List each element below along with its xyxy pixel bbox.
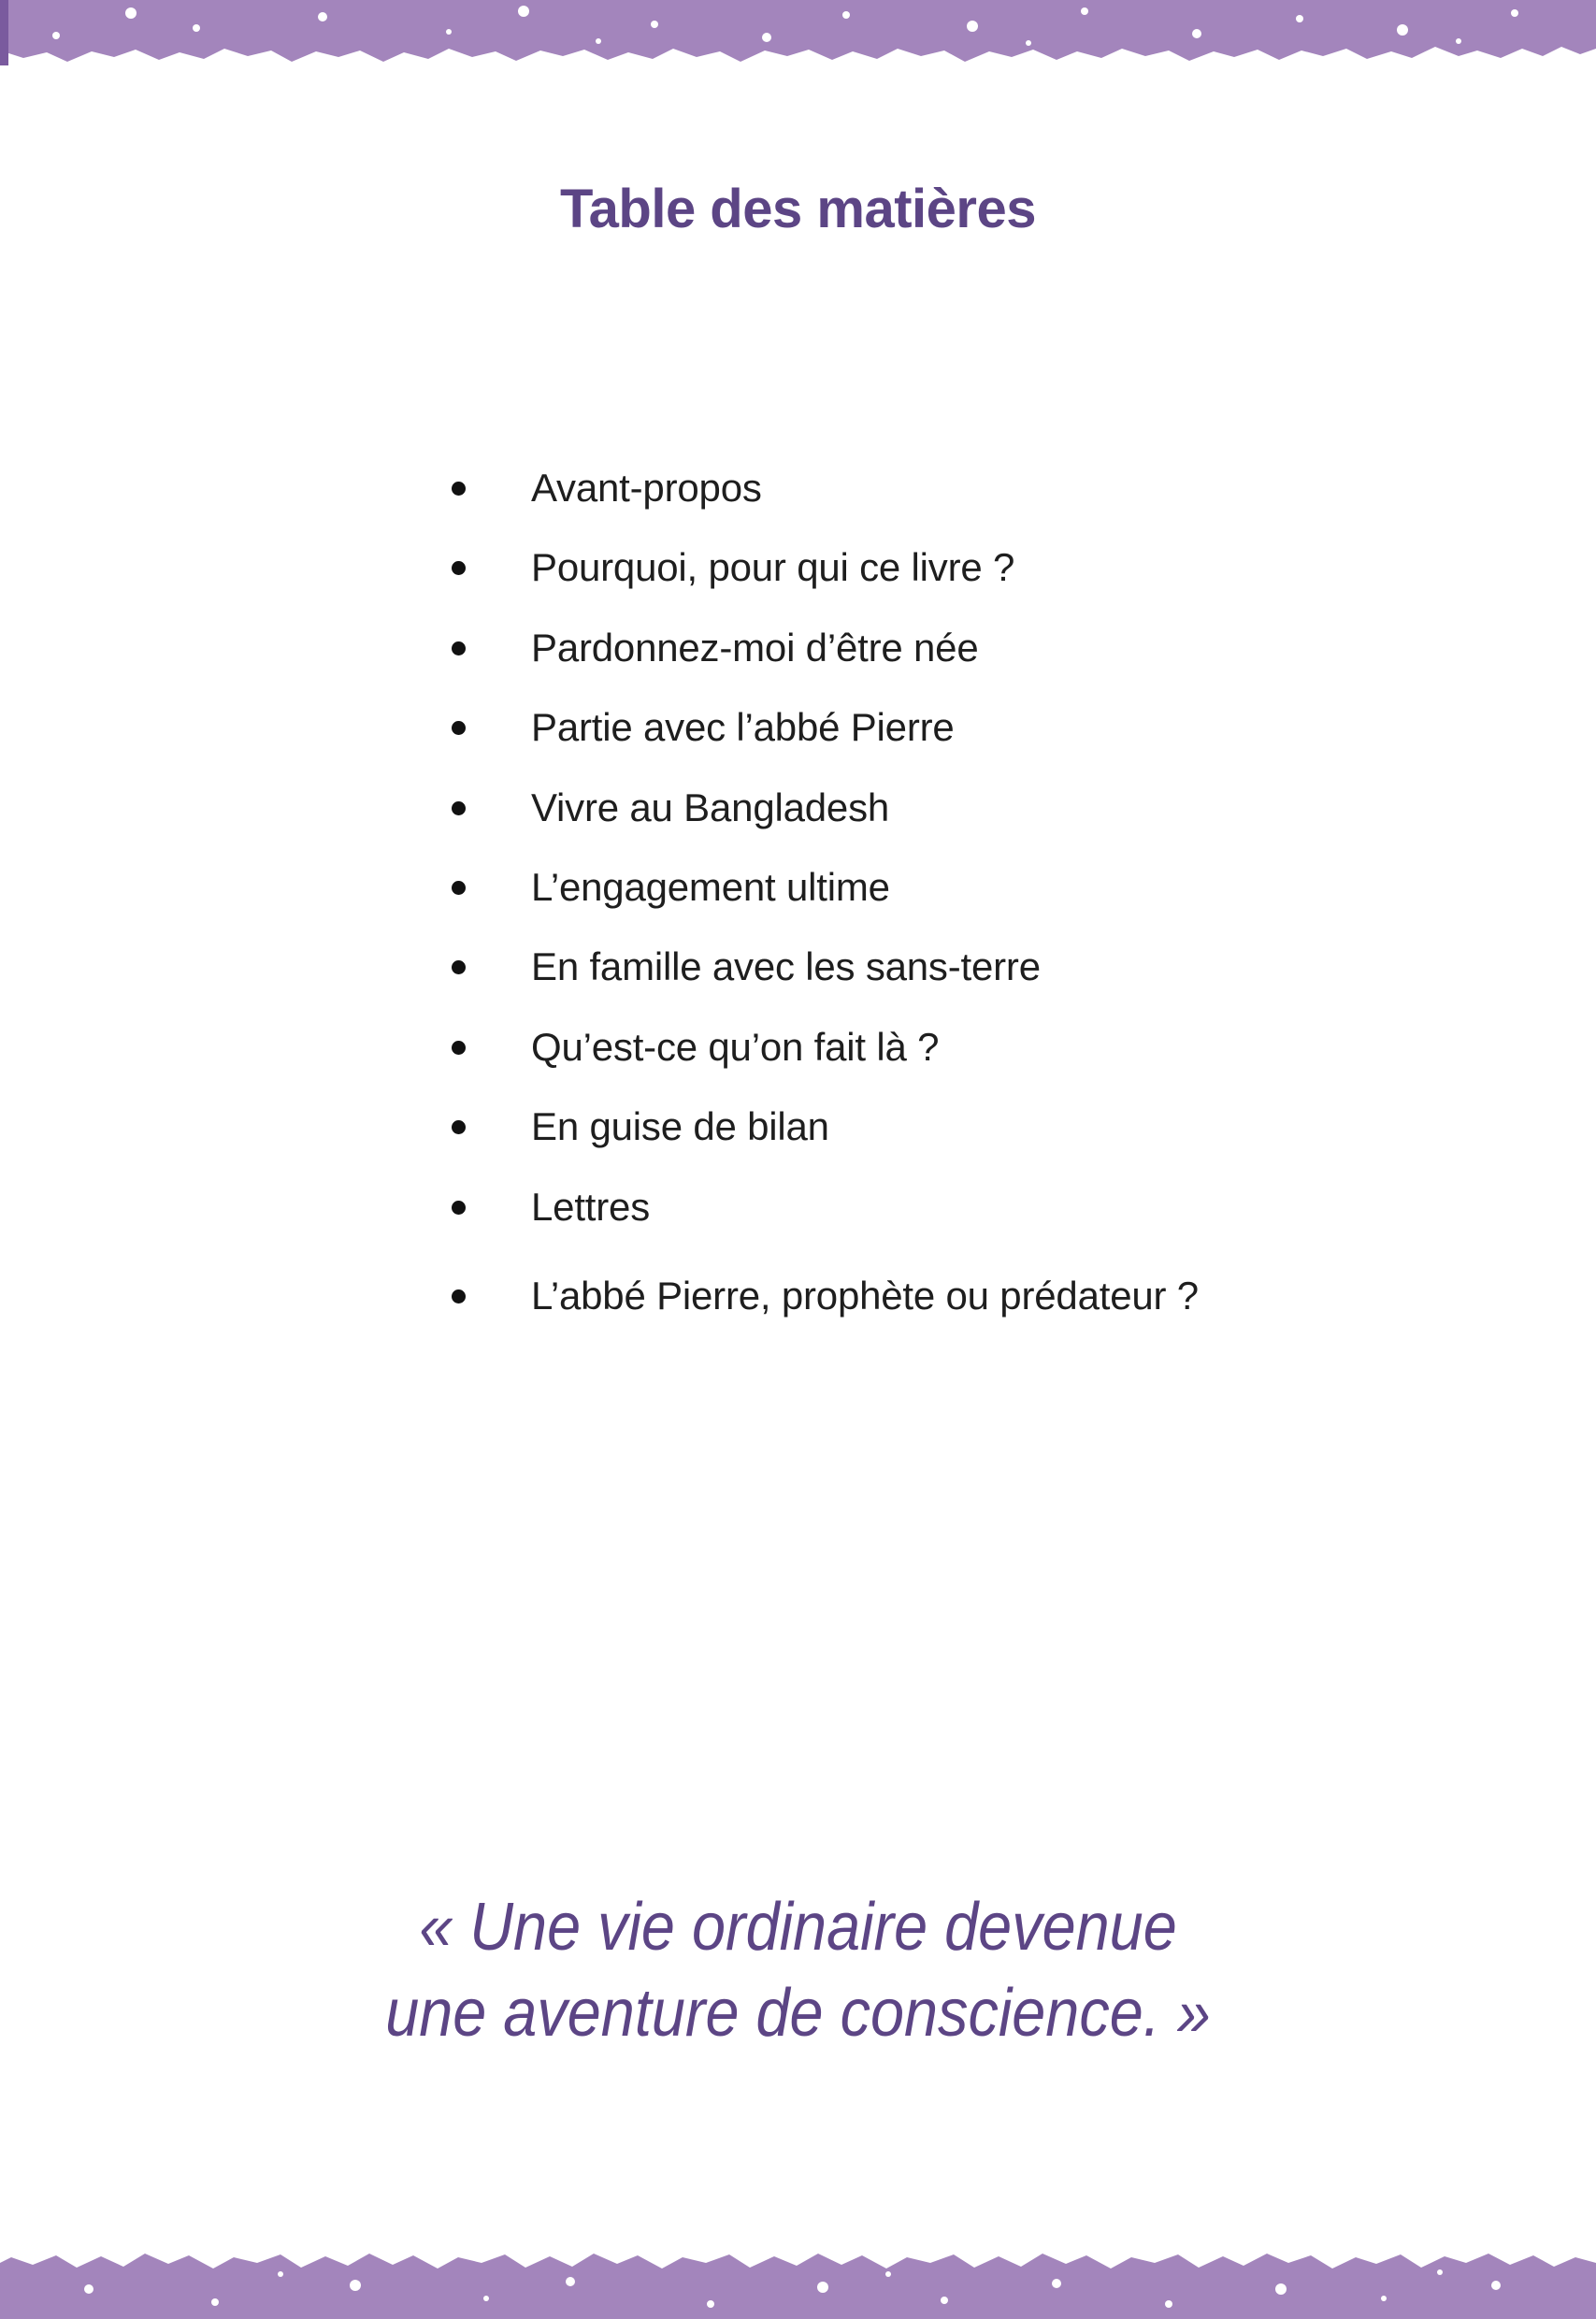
top-decorative-band bbox=[0, 0, 1596, 75]
bullet-icon bbox=[452, 1201, 466, 1215]
toc-item-label: Vivre au Bangladesh bbox=[531, 785, 890, 829]
toc-item-label: En guise de bilan bbox=[531, 1104, 829, 1149]
toc-item bbox=[439, 857, 1374, 937]
toc-item bbox=[439, 698, 1374, 777]
toc-item bbox=[439, 1266, 1374, 1346]
bullet-icon bbox=[452, 1289, 466, 1304]
toc-item-label: Avant-propos bbox=[531, 466, 762, 510]
toc-item-label: L’engagement ultime bbox=[531, 864, 890, 909]
bullet-icon bbox=[452, 801, 466, 815]
page-title: Table des matières bbox=[560, 179, 1036, 239]
bullet-icon bbox=[452, 641, 466, 655]
toc-item-label: Pardonnez-moi d’être née bbox=[531, 625, 979, 670]
bottom-decorative-band bbox=[0, 2242, 1596, 2319]
toc-item bbox=[439, 1017, 1374, 1097]
toc-item-label: Qu’est-ce qu’on fait là ? bbox=[531, 1024, 940, 1069]
toc-item bbox=[439, 458, 1374, 538]
bullet-icon bbox=[452, 881, 466, 895]
toc-item bbox=[439, 1097, 1374, 1176]
toc-item-label: En famille avec les sans-terre bbox=[531, 944, 1041, 989]
toc-item-label: Pourquoi, pour qui ce livre ? bbox=[531, 545, 1015, 590]
toc-item-label: Partie avec l’abbé Pierre bbox=[531, 705, 955, 750]
bullet-icon bbox=[452, 1120, 466, 1134]
bullet-icon bbox=[452, 561, 466, 575]
quote-line-1: « Une vie ordinaire devenue bbox=[419, 1890, 1177, 1965]
bullet-icon bbox=[452, 482, 466, 496]
toc-item bbox=[439, 1177, 1374, 1257]
toc-item-label: Lettres bbox=[531, 1184, 650, 1229]
closing-quote bbox=[79, 1884, 1516, 2056]
bullet-icon bbox=[452, 721, 466, 735]
toc-item bbox=[439, 937, 1374, 1016]
toc-item-label: L’abbé Pierre, prophète ou prédateur ? bbox=[531, 1273, 1199, 1318]
bullet-icon bbox=[452, 960, 466, 974]
table-of-contents bbox=[439, 458, 1374, 1346]
toc-item bbox=[439, 538, 1374, 617]
toc-item bbox=[439, 618, 1374, 698]
toc-item bbox=[439, 778, 1374, 857]
bullet-icon bbox=[452, 1041, 466, 1055]
quote-line-2: une aventure de conscience. » bbox=[385, 1976, 1211, 2051]
